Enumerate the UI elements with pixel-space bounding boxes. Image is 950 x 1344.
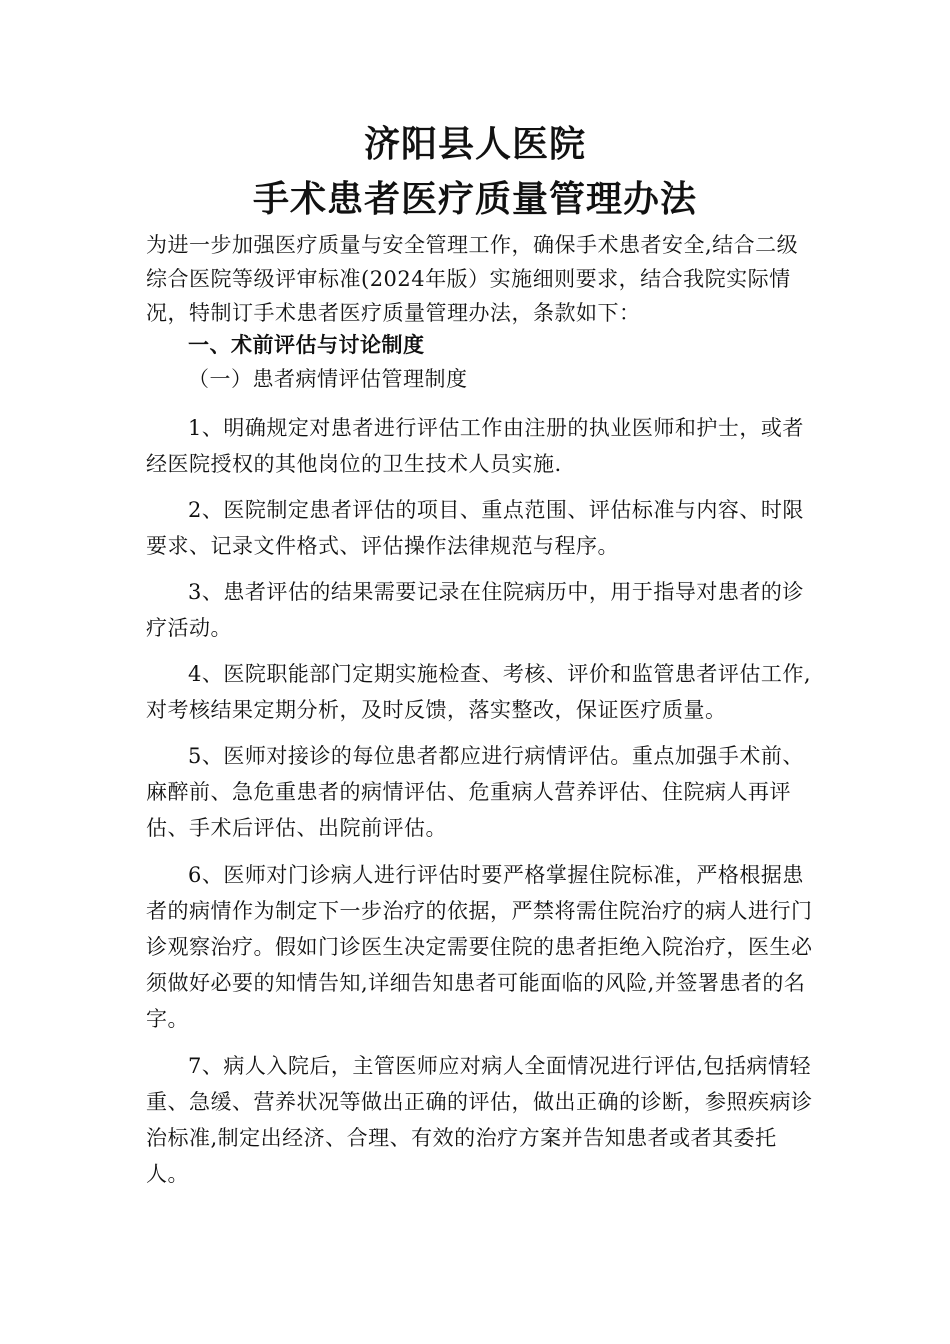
list-item: 4、医院职能部门定期实施检查、考核、评价和监管患者评估工作,对考核结果定期分析，及时反馈，落实整改，保证医疗质量。 xyxy=(146,662,812,722)
list-item: 2、医院制定患者评估的项目、重点范围、评估标准与内容、时限要求、记录文件格式、评估操作法律规范与程序。 xyxy=(146,498,804,558)
subsection-heading: （一）患者病情评估管理制度 xyxy=(188,367,468,391)
list-item: 3、患者评估的结果需要记录在住院病历中，用于指导对患者的诊疗活动。 xyxy=(146,580,804,640)
intro-paragraph: 为进一步加强医疗质量与安全管理工作，确保手术患者安全,结合二级综合医院等级评审标准(2024年版）实施细则要求，结合我院实际情况，特制订手术患者医疗质量管理办法，条款如下： xyxy=(146,233,799,325)
list-item: 5、医师对接诊的每位患者都应进行病情评估。重点加强手术前、麻醉前、急危重患者的病情评估、危重病人营养评估、住院病人再评估、手术后评估、出院前评估。 xyxy=(146,744,804,840)
list-item: 6、医师对门诊病人进行评估时要严格掌握住院标准，严格根据患者的病情作为制定下一步治疗的依据，严禁将需住院治疗的病人进行门诊观察治疗。假如门诊医生决定需要住院的患者拒绝入院治疗，医生必须做好必要的知情告知,详细告知患者可能面临的风险,并签署患者的名字。 xyxy=(146,863,813,1031)
document-title-hospital: 济阳县人医院 xyxy=(363,123,586,165)
section-heading: 一、术前评估与讨论制度 xyxy=(188,332,425,357)
document-title-regulation: 手术患者医疗质量管理办法 xyxy=(252,178,697,220)
list-item: 1、明确规定对患者进行评估工作由注册的执业医师和护士，或者经医院授权的其他岗位的卫生技术人员实施. xyxy=(146,416,804,476)
list-item: 7、病人入院后，主管医师应对病人全面情况进行评估,包括病情轻重、急缓、营养状况等做出正确的评估，做出正确的诊断，参照疾病诊治标准,制定出经济、合理、有效的治疗方案并告知患者或者其委托人。 xyxy=(146,1054,813,1186)
